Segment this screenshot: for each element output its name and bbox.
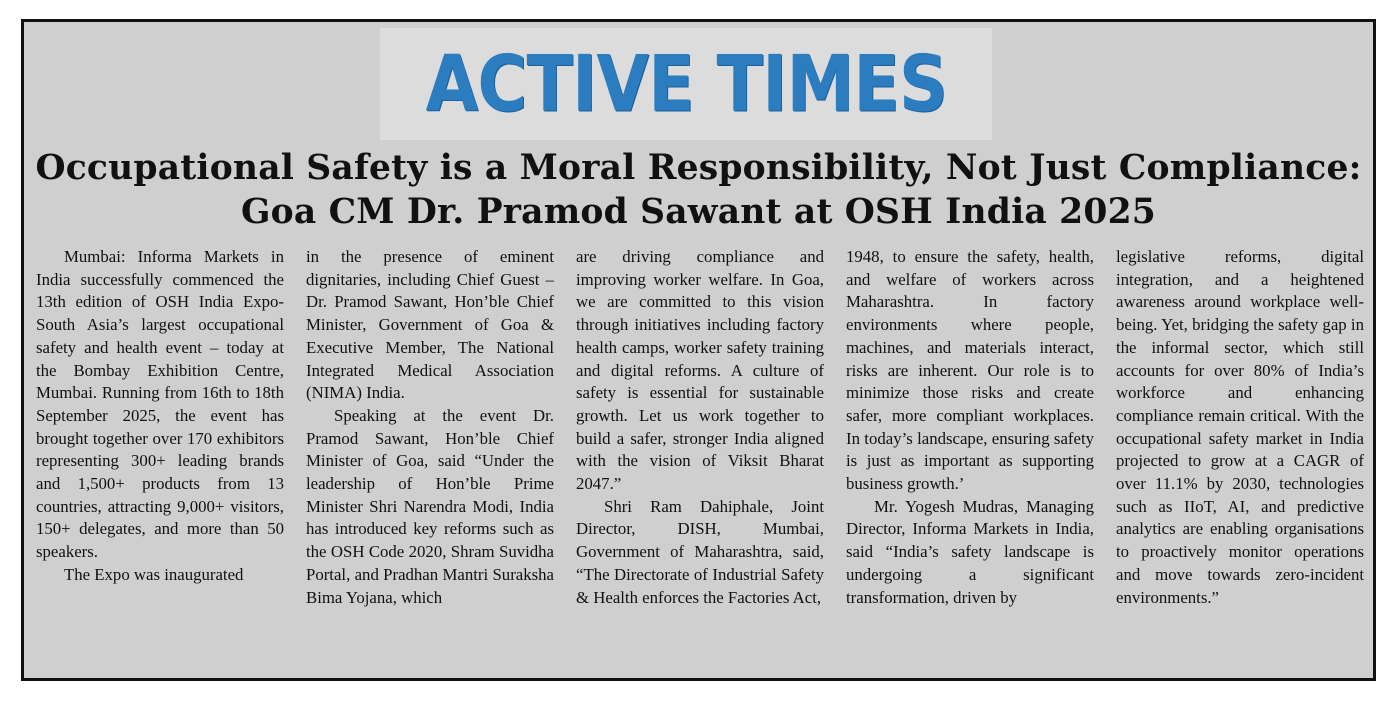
article-column-1 <box>36 246 284 671</box>
paragraph: 1948, to ensure the safety, health, and welfare of workers across Maharashtra. In factory environments where people, machines, and materials interact, risks are inherent. Our role is to minimize those risks and create safer, more compliant workplaces. In today’s landscape, ensuring safety is just as important as supporting business growth.’ <box>846 247 1094 494</box>
article-headline: Occupational Safety is a Moral Responsibility, Not Just Compliance: Goa CM Dr. Pramod Sawant at OSH India 2025 <box>35 148 1362 232</box>
paragraph: Mr. Yogesh Mudras, Managing Director, Informa Markets in India, said “India’s safety landscape is undergoing a significant transformation, driven by <box>846 496 1094 607</box>
masthead-title: ACTIVE TIMES <box>425 38 947 130</box>
paragraph: legislative reforms, digital integration, and a heightened awareness around workplace well-being. Yet, bridging the safety gap in the informal sector, which still accounts for over 80% of India’s workforce and enhancing compliance remain critical. With the occupational safety market in India projected to grow at a CAGR of over 11.1% by 2030, technologies such as IIoT, AI, and predictive analytics are enabling organisations to proactively monitor operations and move towards zero-incident environments.” <box>1116 247 1364 607</box>
paragraph: Speaking at the event Dr. Pramod Sawant, Hon’ble Chief Minister of Goa, said “Under the leadership of Hon’ble Prime Minister Shri Narendra Modi, India has introduced key reforms such as the OSH Code 2020, Shram Suvidha Portal, and Pradhan Mantri Suraksha Bima Yojana, which <box>306 405 554 607</box>
paragraph: Shri Ram Dahiphale, Joint Director, DISH, Mumbai, Government of Maharashtra, said, “The Directorate of Industrial Safety & Health enforces the Factories Act, <box>576 496 824 607</box>
article-column-3 <box>576 246 824 671</box>
paragraph: are driving compliance and improving worker welfare. In Goa, we are committed to this vision through initiatives including factory health camps, worker safety training and digital reforms. A culture of safety is essential for sustainable growth. Let us work together to build a safer, stronger India aligned with the vision of Viksit Bharat 2047.” <box>576 247 824 494</box>
paragraph: in the presence of eminent dignitaries, including Chief Guest – Dr. Pramod Sawant, Hon’ble Chief Minister, Government of Goa & Executive Member, The National Integrated Medical Association (NIMA) India. <box>306 247 554 403</box>
article-body <box>36 246 1366 671</box>
article-column-5 <box>1116 246 1364 671</box>
paragraph: Mumbai: Informa Markets in India successfully commenced the 13th edition of OSH India Expo-South Asia’s largest occupational safety and health event – today at the Bombay Exhibition Centre, Mumbai. Running from 16th to 18th September 2025, the event has brought together over 170 exhibitors representing 300+ leading brands and 1,500+ products from 13 countries, attracting 9,000+ visitors, 150+ delegates, and more than 50 speakers. <box>36 247 284 562</box>
article-column-2 <box>306 246 554 671</box>
newspaper-clipping <box>21 19 1376 681</box>
paragraph: The Expo was inaugurated <box>64 564 244 584</box>
masthead <box>380 28 992 140</box>
article-column-4 <box>846 246 1094 671</box>
